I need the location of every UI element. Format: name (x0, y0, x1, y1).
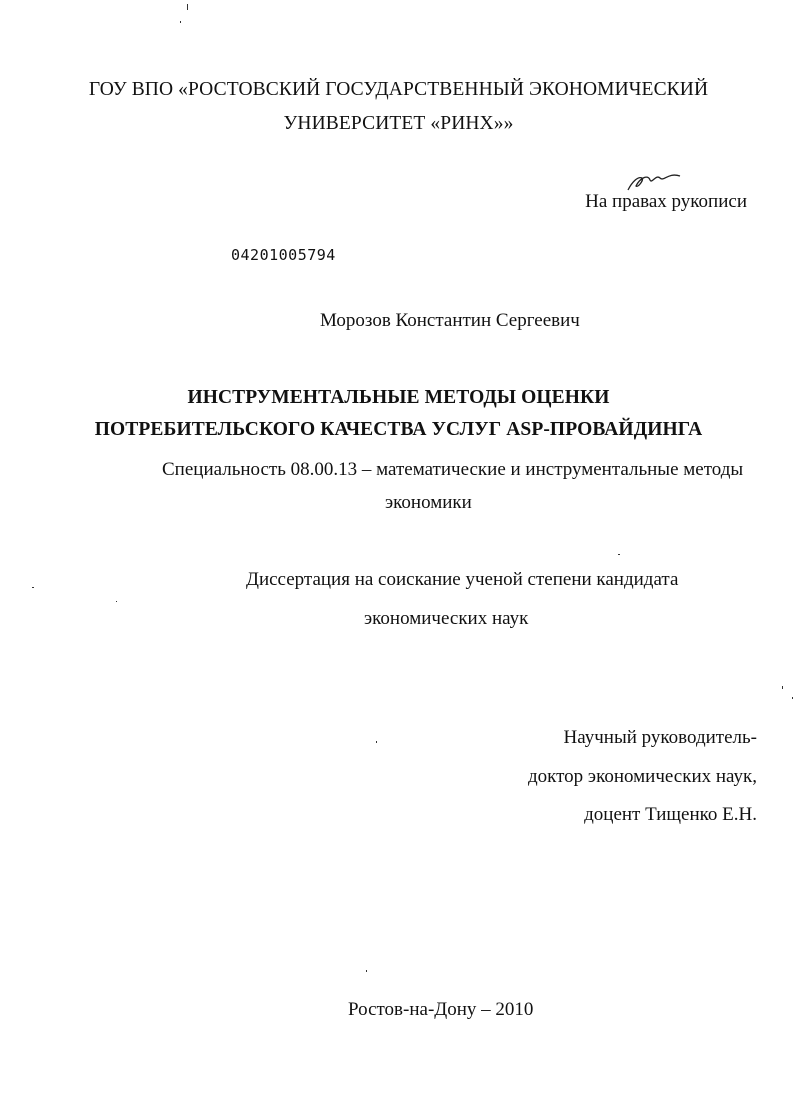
supervisor-line-1: Научный руководитель- (563, 727, 757, 748)
scan-speck (366, 970, 367, 972)
manuscript-note: На правах рукописи (585, 191, 747, 212)
supervisor-line-2: доктор экономических наук, (527, 766, 757, 787)
scan-speck (116, 601, 117, 602)
title-line-1: ИНСТРУМЕНТАЛЬНЫЕ МЕТОДЫ ОЦЕНКИ (187, 387, 610, 408)
degree-line-1: Диссертация на соискание ученой степени кандидата (246, 569, 679, 590)
specialty-line-1: Специальность 08.00.13 – математические и инструментальные методы (162, 459, 744, 480)
scan-speck (187, 4, 188, 10)
title-line-2: ПОТРЕБИТЕЛЬСКОГО КАЧЕСТВА УСЛУГ ASP-ПРОВАЙДИНГА (94, 419, 703, 440)
scan-speck (32, 587, 34, 588)
author-name: Морозов Константин Сергеевич (320, 310, 580, 331)
catalog-number: 04201005794 (231, 246, 336, 264)
specialty-line-2: экономики (385, 492, 472, 513)
scan-speck (618, 554, 620, 555)
supervisor-line-3: доцент Тищенко Е.Н. (584, 804, 757, 825)
city-year: Ростов-на-Дону – 2010 (348, 999, 534, 1020)
scan-speck (782, 686, 783, 689)
scan-speck (792, 697, 793, 699)
institution-line-2: УНИВЕРСИТЕТ «РИНХ»» (283, 113, 514, 134)
degree-line-2: экономических наук (364, 608, 529, 629)
scan-speck (180, 21, 181, 23)
institution-line-1: ГОУ ВПО «РОСТОВСКИЙ ГОСУДАРСТВЕННЫЙ ЭКОНОМИЧЕСКИЙ (88, 79, 709, 100)
scan-speck (376, 741, 377, 743)
